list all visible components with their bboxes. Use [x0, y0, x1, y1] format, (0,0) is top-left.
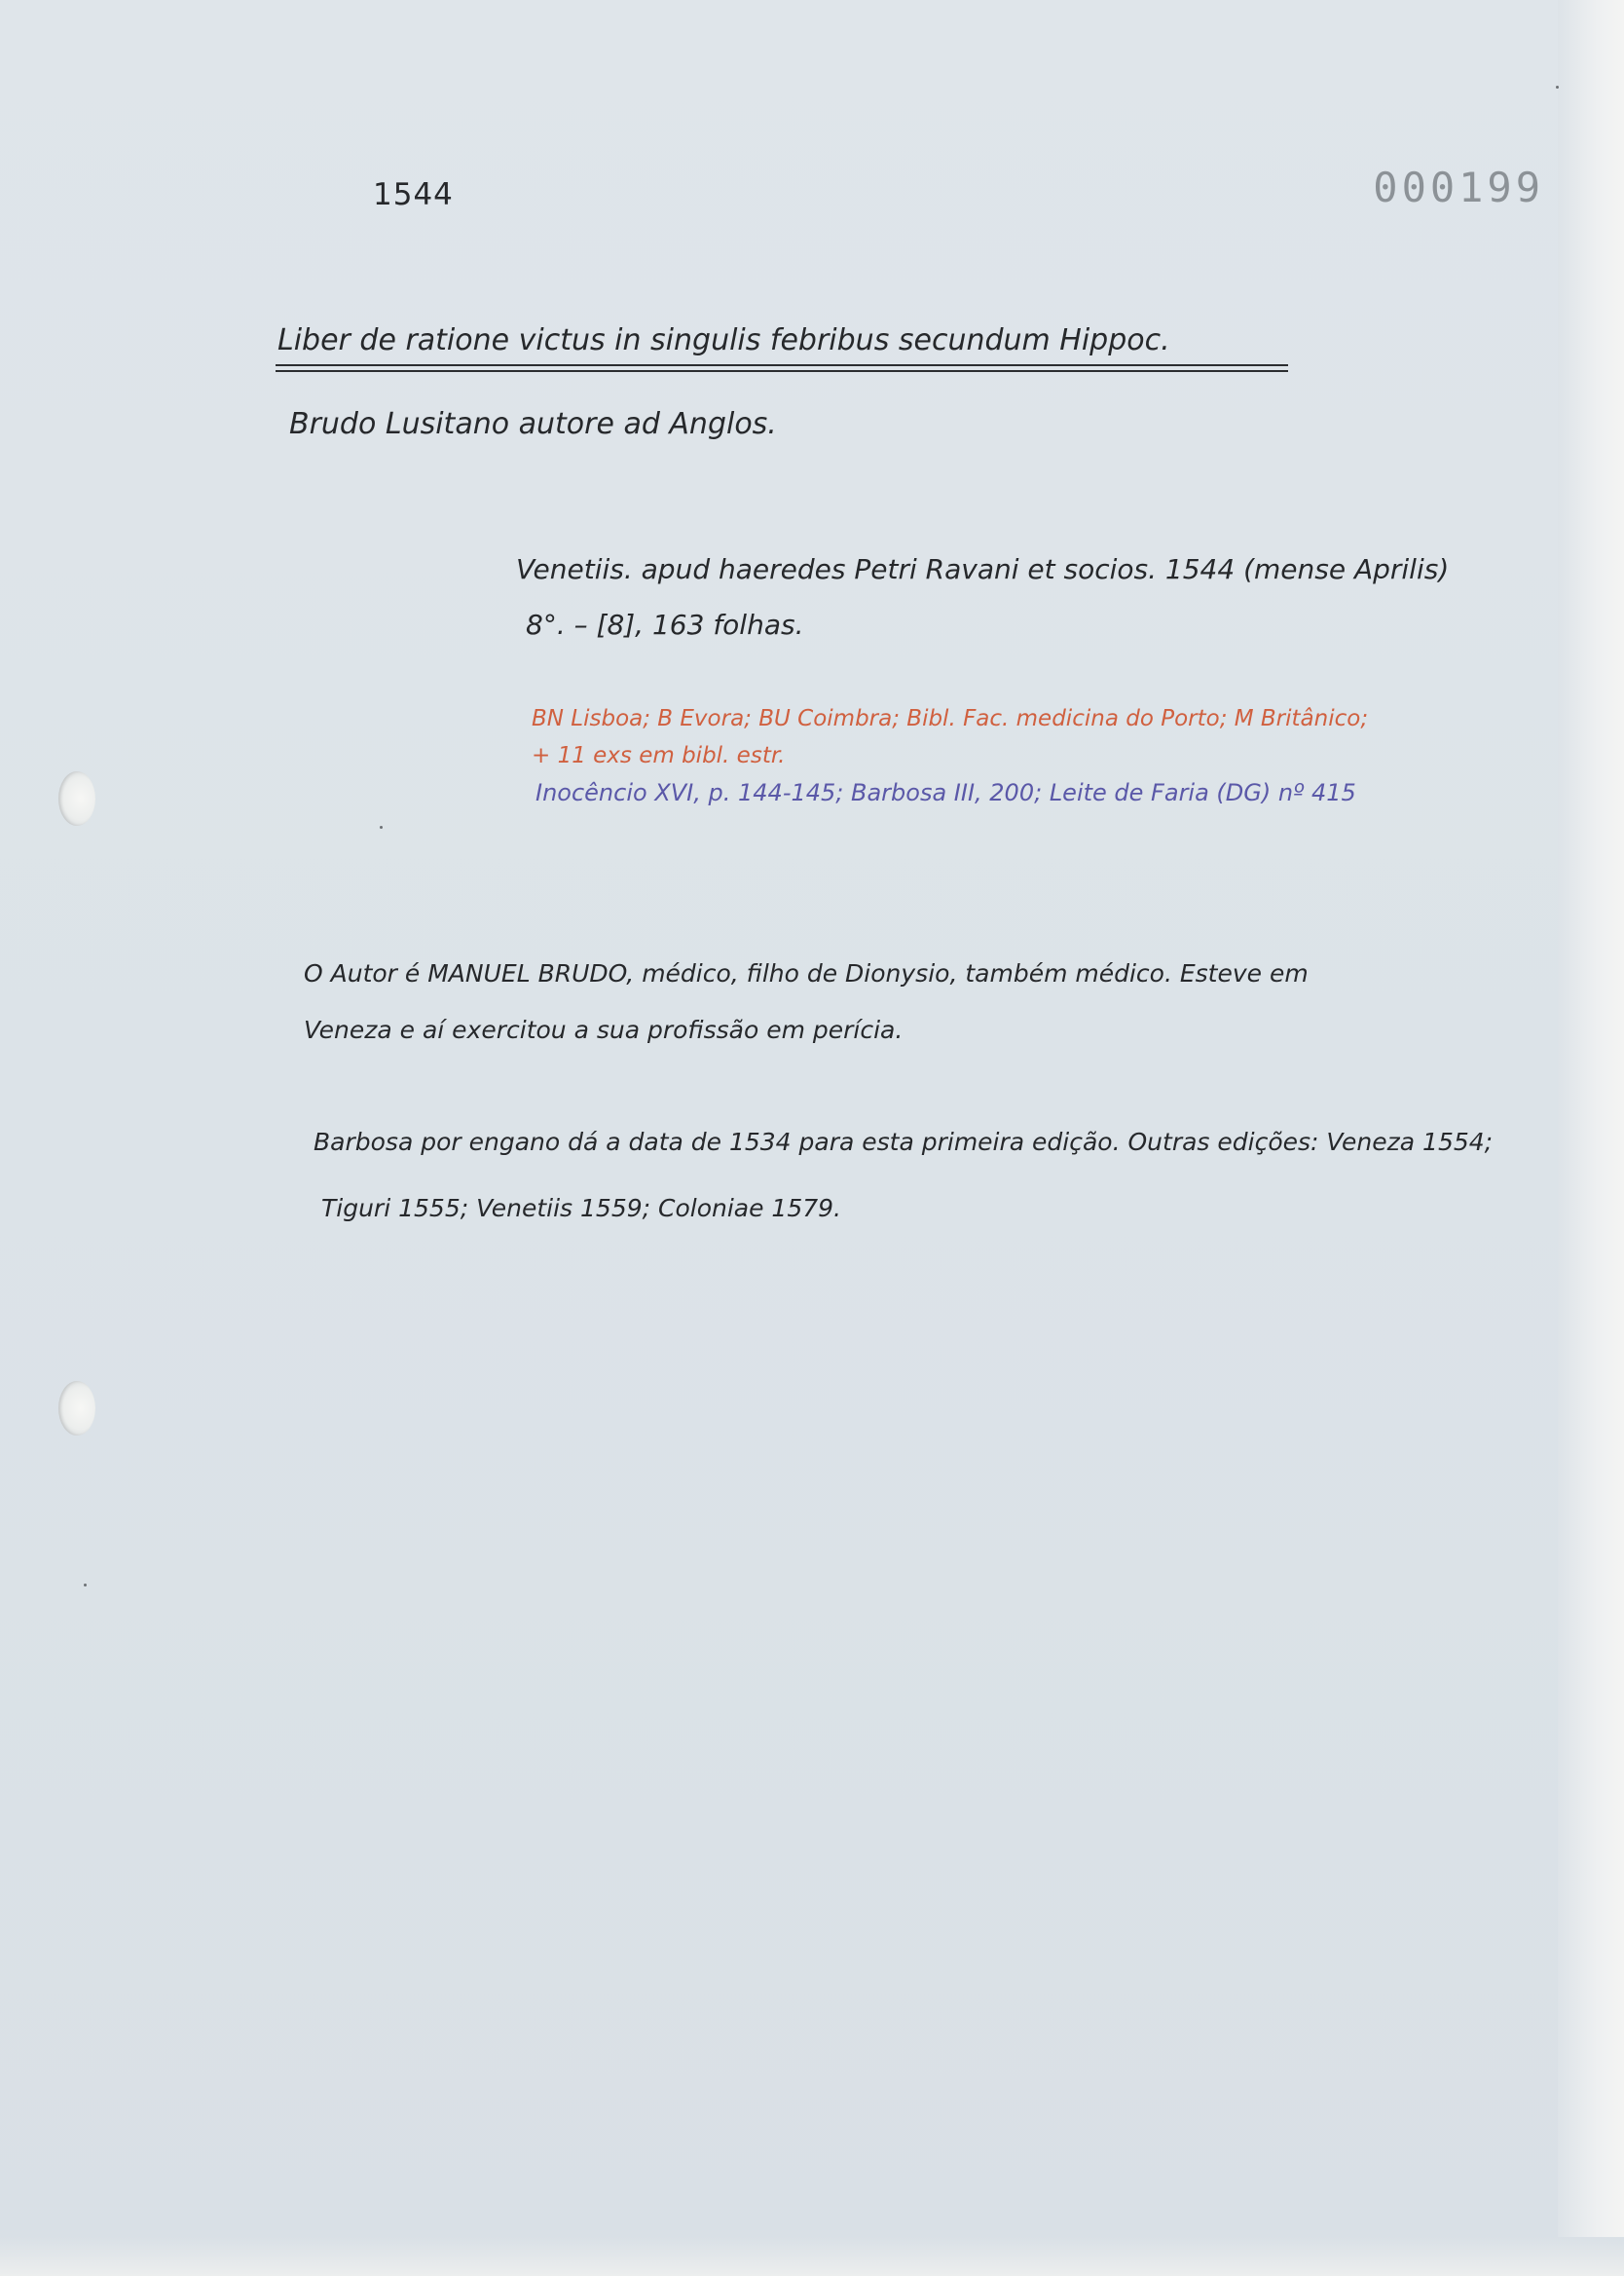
note-line-4: Tiguri 1555; Venetiis 1559; Coloniae 1579. — [321, 1194, 841, 1222]
publication-year: 1544 — [373, 177, 454, 212]
note-line-2: Veneza e aí exercitou a sua profissão em perícia. — [304, 1016, 904, 1044]
ink-speck — [380, 826, 383, 829]
paper-edge-bottom — [0, 2237, 1624, 2276]
paper-edge-right — [1558, 0, 1624, 2276]
ink-speck — [1556, 86, 1559, 89]
title-line-2: Brudo Lusitano autore ad Anglos. — [289, 407, 777, 441]
punch-hole-bottom — [58, 1381, 95, 1436]
imprint-line-2: 8°. – [8], 163 folhas. — [526, 609, 804, 641]
title-underline-double — [276, 370, 1288, 372]
imprint-line-1: Venetiis. apud haeredes Petri Ravani et socios. 1544 (mense Aprilis) — [516, 553, 1450, 585]
title-line-1: Liber de ratione victus in singulis febribus secundum Hippoc. — [277, 323, 1170, 357]
holdings-line-2: + 11 exs em bibl. estr. — [532, 743, 786, 768]
title-underline — [276, 364, 1288, 366]
stamp-number: 000199 — [1373, 164, 1544, 211]
note-line-1: O Autor é MANUEL BRUDO, médico, filho de Dionysio, também médico. Esteve em — [304, 959, 1309, 988]
holdings-line-1: BN Lisboa; B Evora; BU Coimbra; Bibl. Fac. medicina do Porto; M Britânico; — [532, 706, 1369, 731]
ink-speck — [84, 1584, 87, 1586]
punch-hole-top — [58, 771, 95, 826]
references-line: Inocêncio XVI, p. 144-145; Barbosa III, 200; Leite de Faria (DG) nº 415 — [535, 779, 1356, 806]
note-line-3: Barbosa por engano dá a data de 1534 para esta primeira edição. Outras edições: Veneza 1554; — [314, 1128, 1494, 1156]
